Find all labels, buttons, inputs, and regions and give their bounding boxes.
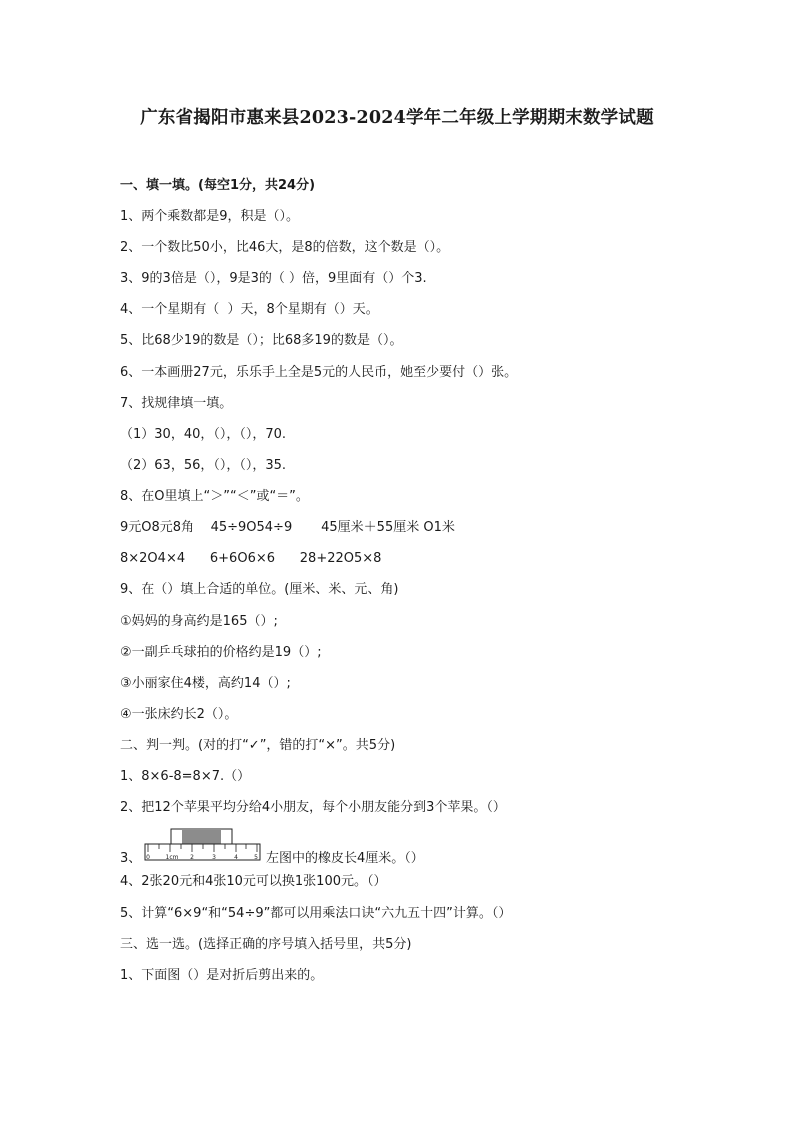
- question-2-3-number: 3、: [120, 851, 142, 866]
- ruler-eraser-figure: [144, 828, 262, 862]
- question-1-2: 2、一个数比50小，比46大，是8的倍数，这个数是（）。: [120, 240, 450, 255]
- question-1-8-row1: 9元O8元8角 45÷9O54÷9 45厘米＋55厘米 O1米: [120, 520, 455, 535]
- ruler-body: [145, 844, 260, 860]
- question-3-1: 1、下面图（）是对折后剪出来的。: [120, 968, 324, 983]
- ruler-label-1: 1cm: [165, 854, 179, 861]
- ruler-label-4: 4: [234, 854, 238, 861]
- question-1-9: 9、在（）填上合适的单位。(厘米、米、元、角): [120, 582, 399, 597]
- page-title: 广东省揭阳市惠来县2023-2024学年二年级上学期期末数学试题: [140, 108, 654, 128]
- ruler-label-5: 5: [254, 854, 258, 861]
- question-1-9-1: ①妈妈的身高约是165（）;: [120, 614, 278, 629]
- eraser-shaded: [182, 830, 221, 844]
- question-1-6: 6、一本画册27元，乐乐手上全是5元的人民币，她至少要付（）张。: [120, 365, 518, 380]
- ruler-label-0: 0: [146, 854, 150, 861]
- section1-heading: 一、填一填。(每空1分，共24分): [120, 178, 316, 193]
- question-1-9-3: ③小丽家住4楼，高约14（）;: [120, 676, 291, 691]
- section3-heading: 三、选一选。(选择正确的序号填入括号里，共5分): [120, 937, 412, 952]
- question-1-8-row2: 8×2O4×4 6+6O6×6 28+22O5×8: [120, 551, 382, 566]
- question-1-8: 8、在O里填上“＞”“＜”或“＝”。: [120, 489, 309, 504]
- question-1-9-4: ④一张床约长2（）。: [120, 707, 238, 722]
- question-1-9-2: ②一副乒乓球拍的价格约是19（）;: [120, 645, 322, 660]
- question-1-7-2: （2）63，56，（），（），35.: [120, 458, 287, 473]
- question-2-4: 4、2张20元和4张10元可以换1张100元。（）: [120, 874, 387, 889]
- question-1-1: 1、两个乘数都是9，积是（）。: [120, 209, 300, 224]
- question-1-3: 3、9的3倍是（），9是3的（ ）倍，9里面有（）个3.: [120, 271, 427, 286]
- ruler-label-3: 3: [212, 854, 216, 861]
- section2-heading: 二、判一判。(对的打“✓”，错的打“×”。共5分): [120, 738, 396, 753]
- question-2-5: 5、计算“6×9“和“54÷9”都可以用乘法口诀“六九五十四”计算。（）: [120, 906, 512, 921]
- question-1-5: 5、比68少19的数是（）；比68多19的数是（）。: [120, 333, 403, 348]
- question-1-7: 7、找规律填一填。: [120, 396, 233, 411]
- question-2-1: 1、8×6-8=8×7.（）: [120, 769, 251, 784]
- ruler-label-2: 2: [190, 854, 194, 861]
- question-1-4: 4、一个星期有（ ）天，8个星期有（）天。: [120, 302, 379, 317]
- question-2-3-text: 左图中的橡皮长4厘米。（）: [266, 851, 424, 866]
- question-2-2: 2、把12个苹果平均分给4小朋友，每个小朋友能分到3个苹果。（）: [120, 800, 506, 815]
- question-1-7-1: （1）30，40，（），（），70.: [120, 427, 287, 442]
